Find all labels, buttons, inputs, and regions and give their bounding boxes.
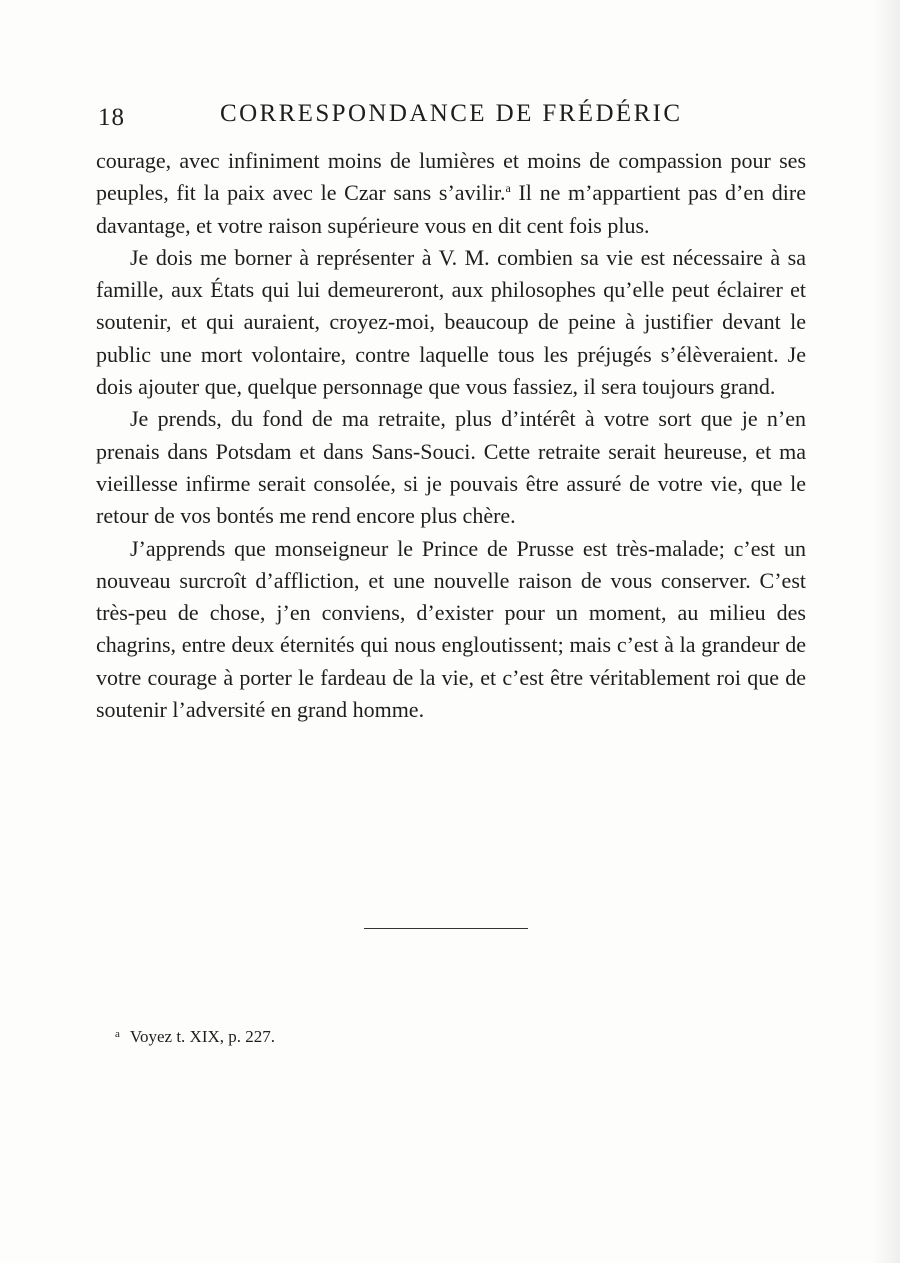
footnote-text: Voyez t. XIX, p. 227. (129, 1027, 276, 1046)
paragraph-1-text: courage, avec infiniment moins de lumières et moins de compassion pour ses peuples, fit la paix avec le Czar sans s’avilir. (96, 148, 806, 206)
page-header (98, 100, 800, 140)
footnote (115, 1027, 275, 1047)
footnote-reference: a (505, 181, 511, 196)
footnote-mark: a (115, 1028, 120, 1040)
page-number: 18 (98, 104, 125, 131)
paragraph-1-continuation: Il ne m’appartient pas d’en dire davantage, et votre raison supérieure vous en dit cent fois plus. (96, 180, 806, 238)
gutter-shadow (872, 0, 900, 1263)
paragraph-1 (96, 145, 806, 242)
paragraph-3: Je prends, du fond de ma retraite, plus d’intérêt à votre sort que je n’en prenais dans Potsdam et dans Sans-Souci. Cette retraite serait heureuse, et ma vieillesse infirme serait consolée, si je pouvais être assuré de votre vie, que le retour de vos bontés me rend encore plus chère. (96, 406, 806, 529)
running-head: CORRESPONDANCE DE FRÉDÉRIC (220, 100, 683, 127)
footnote-separator-rule (364, 928, 528, 929)
paragraph-2: Je dois me borner à représenter à V. M. combien sa vie est nécessaire à sa famille, aux États qui lui demeureront, aux philosophes qu’elle peut éclairer et soutenir, et qui auraient, croyez-moi, beaucoup de peine à justifier devant le public une mort volontaire, contre laquelle tous les préjugés s’élèveraient. Je dois ajouter que, quelque personnage que vous fassiez, il sera toujours grand. (96, 244, 806, 400)
letter-body (96, 145, 806, 726)
paragraph-4: J’apprends que monseigneur le Prince de Prusse est très-malade; c’est un nouveau surcroît d’affliction, et une nouvelle raison de vous conserver. C’est très-peu de chose, j’en conviens, d’exister pour un moment, au milieu des chagrins, entre deux éternités qui nous engloutissent; mais c’est à la grandeur de votre courage à porter le fardeau de la vie, et c’est être véritablement roi que de soutenir l’adversité en grand homme. (96, 535, 806, 723)
